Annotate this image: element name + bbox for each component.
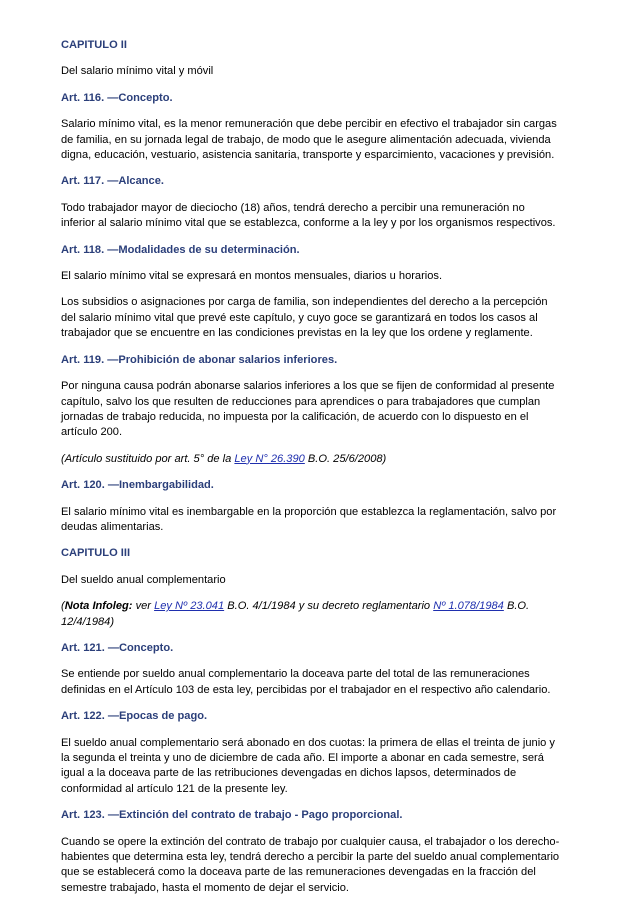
note-end: B.O. 12/4/1984) [61,600,530,628]
art-117-text: Todo trabajador mayor de dieciocho (18) años, tendrá derecho a percibir una remuneración no inferior al salario mínimo vital que se establezca, conforme a la ley y por los organismos respectivos. [61,201,556,230]
art-123-heading: Art. 123. —Extinción del contrato de trabajo - Pago proporcional. [61,809,403,822]
art-121-heading: Art. 121. —Concepto. [61,641,174,654]
art-122-heading: Art. 122. —Epocas de pago. [61,710,208,723]
note-prefix: (Artículo sustituido por art. 5° de la [61,452,235,465]
art-119-heading: Art. 119. —Prohibición de abonar salarios inferiores. [61,353,338,366]
art-116-heading: Art. 116. —Concepto. [61,91,173,104]
art-122-text: El sueldo anual complementario será abonado en dos cuotas: la primera de ellas el treinta de junio y la segunda el treinta y uno de diciembre de cada año. El importe a abonar en cada semestre, será igual a la doceava parte de las retribuciones devengadas en dichos lapsos, determinados de conformidad al artículo 121 de la presente ley. [61,736,555,795]
art-118-paragraph-1: El salario mínimo vital se expresará en montos mensuales, diarios u horarios. [61,270,443,283]
art-123-text: Cuando se opere la extinción del contrato de trabajo por cualquier causa, el trabajador o los derecho-habientes que determina esta ley, tendrá derecho a percibir la parte del sueldo anual complementario que se establecerá como la doceava parte de las remuneraciones devengadas en la fracción del semestre trabajado, hasta el momento de dejar el servicio. [61,835,560,894]
art-121-text: Se entiende por sueldo anual complementario la doceava parte del total de las remuneraciones definidas en el Artículo 103 de esta ley, percibidas por el trabajador en el respectivo año calendario. [61,668,551,696]
note-ver: ver [132,600,155,613]
infoleg-note [61,599,561,630]
note-middle: B.O. 4/1/1984 y su decreto reglamentario [224,600,434,613]
chapter-3-subtitle: Del sueldo anual complementario [61,573,226,586]
chapter-3-title: CAPITULO III [61,547,131,560]
art-116-text: Salario mínimo vital, es la menor remuneración que debe percibir en efectivo el trabajador sin cargas de familia, en su jornada legal de trabajo, de modo que le asegure alimentación adecuada, vivienda digna, educación, vestuario, asistencia sanitaria, transporte y esparcimiento, vacaciones y previsión. [61,118,557,162]
chapter-2-title: CAPITULO II [61,39,127,51]
note-infoleg-label: Nota Infoleg: [64,600,133,613]
document-page [61,38,561,907]
ley-26390-link[interactable]: Ley N° 26.390 [234,452,305,465]
art-119-amendment-note [61,452,561,467]
art-120-heading: Art. 120. —Inembargabilidad. [61,479,214,492]
chapter-2-subtitle: Del salario mínimo vital y móvil [61,65,214,78]
art-118-heading: Art. 118. —Modalidades de su determinación. [61,243,300,256]
art-118-paragraph-2: Los subsidios o asignaciones por carga de familia, son independientes del derecho a la percepción del salario mínimo vital que prevé este capítulo, y cuyo goce se garantizará en todos los casos al trabajador que se encuentre en las condiciones previstas en la ley que los ordene y reglamente. [61,296,548,340]
art-119-text: Por ninguna causa podrán abonarse salarios inferiores a los que se fijen de conformidad al presente capítulo, salvo los que resulten de reducciones para aprendices o para trabajadores que cumplan jornadas de trabajo reducida, no impuesta por la calificación, de acuerdo con lo dispuesto en el artículo 200. [61,380,555,439]
ley-23041-link[interactable]: Ley Nº 23.041 [154,600,225,613]
art-120-text: El salario mínimo vital es inembargable en la proporción que establezca la reglamentación, salvo por deudas alimentarias. [61,505,557,533]
art-117-heading: Art. 117. —Alcance. [61,175,164,188]
decreto-1078-link[interactable]: Nº 1.078/1984 [433,600,504,613]
note-suffix: B.O. 25/6/2008) [304,452,387,465]
note-open: ( [61,600,65,613]
